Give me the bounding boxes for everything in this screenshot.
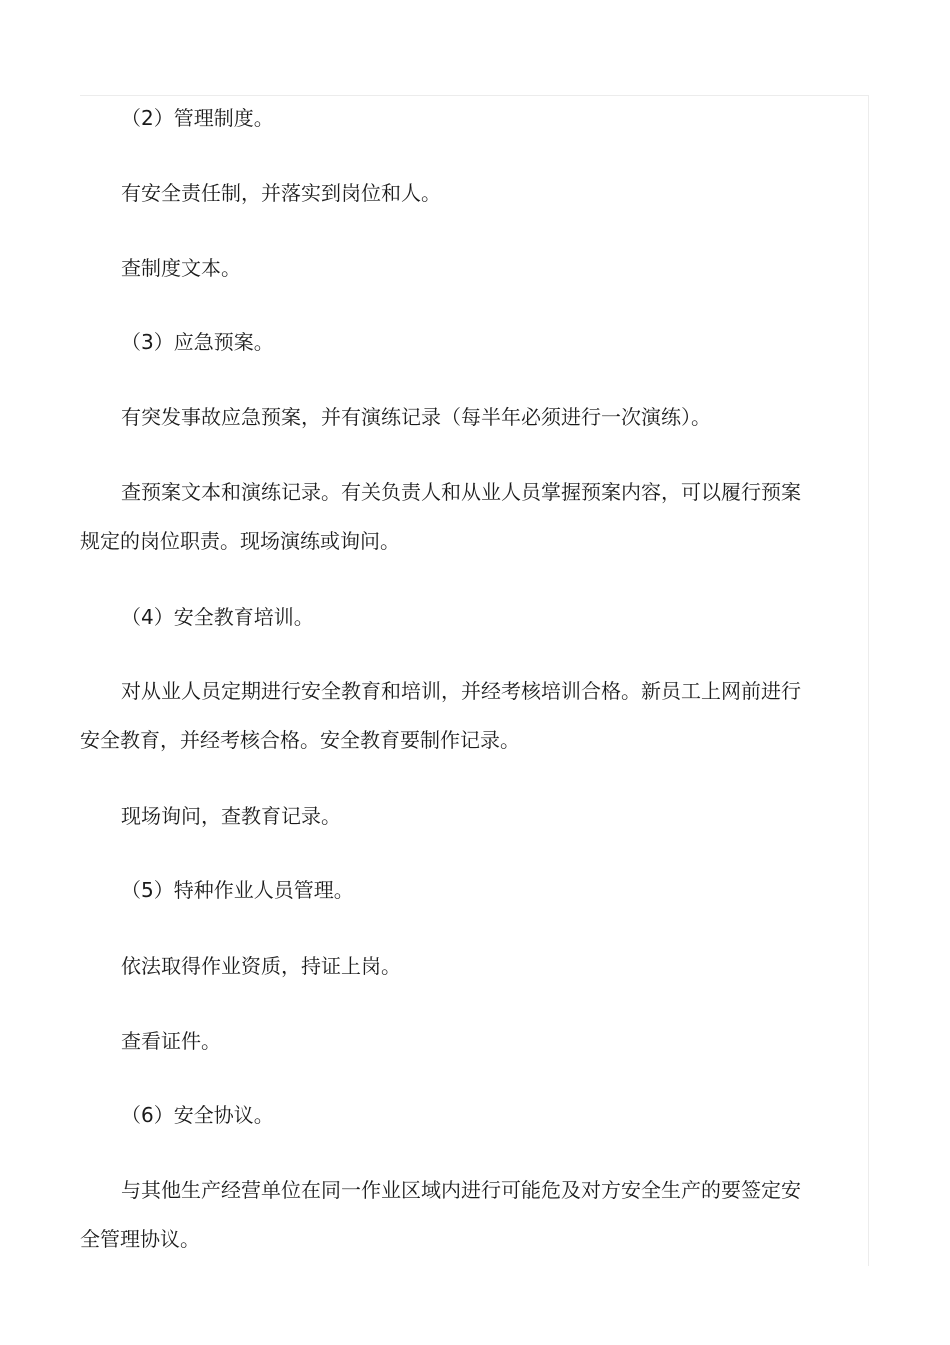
paragraph-responsibility-system: 有安全责任制，并落实到岗位和人。: [121, 181, 441, 205]
paragraph-safety-training: 对从业人员定期进行安全教育和培训，并经考核培训合格。新员工上网前进行安全教育，并经考核合格。安全教育要制作记录。: [80, 679, 801, 752]
paragraph-check-certificates: 查看证件。: [121, 1029, 221, 1053]
section-heading-special-operators: （5）特种作业人员管理。: [121, 878, 354, 902]
paragraph-inquiry: 现场询问，查教育记录。: [121, 804, 341, 828]
paragraph-emergency-plan: 有突发事故应急预案，并有演练记录（每半年必须进行一次演练）。: [121, 405, 711, 429]
paragraph-check-plan: 查预案文本和演练记录。有关负责人和从业人员掌握预案内容，可以履行预案规定的岗位职责。现场演练或询问。: [80, 480, 801, 553]
paragraph-certification: 依法取得作业资质，持证上岗。: [121, 954, 401, 978]
paragraph-check-documents: 查制度文本。: [121, 256, 241, 280]
section-heading-safety-agreement: （6）安全协议。: [121, 1103, 274, 1127]
section-heading-safety-training: （4）安全教育培训。: [121, 605, 314, 629]
section-heading-management-system: （2）管理制度。: [121, 106, 274, 130]
paragraph-safety-agreement: 与其他生产经营单位在同一作业区域内进行可能危及对方安全生产的要签定安全管理协议。: [80, 1178, 801, 1251]
section-heading-emergency-plan: （3）应急预案。: [121, 330, 274, 354]
